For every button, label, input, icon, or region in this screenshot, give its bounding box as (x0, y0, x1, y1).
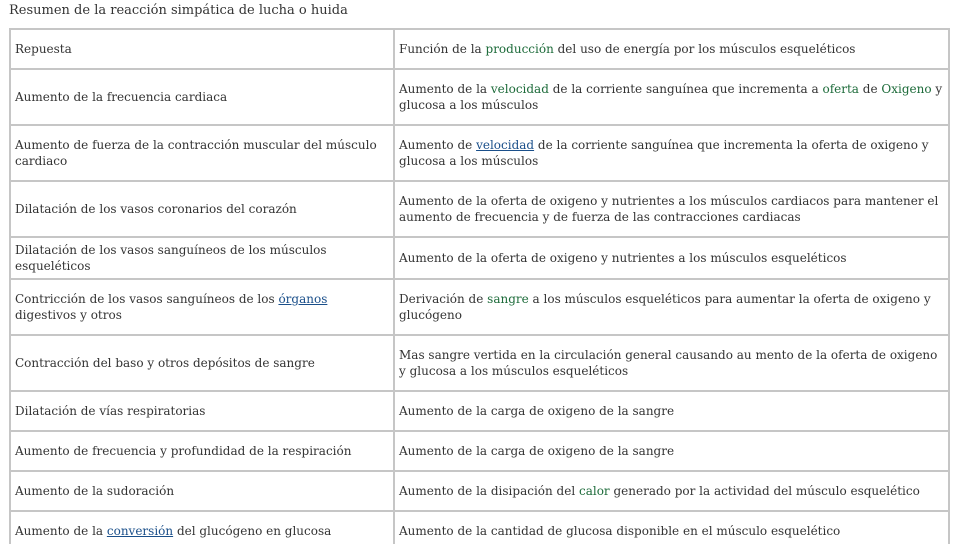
function-text: Aumento de (399, 138, 477, 152)
table-row (10, 125, 949, 181)
function-text: Aumento de la disipación del (399, 484, 579, 498)
function-cell (394, 431, 949, 471)
response-cell (10, 181, 394, 237)
response-text: Dilatación de los vasos coronarios del corazón (15, 202, 297, 216)
response-text: Aumento de la sudoración (15, 484, 175, 498)
function-text: Aumento de la cantidad de glucosa disponible en el músculo esquelético (399, 524, 841, 538)
function-text: Aumento de la carga de oxigeno de la sangre (399, 444, 675, 458)
response-text: del glucógeno en glucosa (173, 524, 332, 538)
keyword-oferta: oferta (822, 82, 859, 96)
response-text: digestivos y otros (15, 308, 122, 322)
function-text: de la corriente sanguínea que incrementa a (548, 82, 823, 96)
response-text: Dilatación de los vasos sanguíneos de los músculos esqueléticos (15, 243, 327, 273)
response-text: Aumento de la frecuencia cardiaca (15, 90, 228, 104)
function-text: de la corriente sanguínea que incrementa la oferta de oxigeno y glucosa a los músculos (399, 138, 929, 168)
response-cell (10, 237, 394, 279)
response-cell (10, 391, 394, 431)
link-organos[interactable]: órganos (278, 292, 328, 306)
function-text: Derivación de (399, 292, 488, 306)
header-function-highlight: producción (485, 42, 554, 56)
function-cell (394, 125, 949, 181)
table-caption: Resumen de la reacción simpática de lucha o huida (9, 3, 348, 18)
keyword-sangre: sangre (487, 292, 529, 306)
table-row (10, 391, 949, 431)
function-text: y glucosa a los músculos (399, 82, 943, 112)
response-cell (10, 125, 394, 181)
response-cell (10, 431, 394, 471)
keyword-velocidad: velocidad (490, 82, 549, 96)
function-cell (394, 471, 949, 511)
table-row (10, 335, 949, 391)
function-text: Aumento de la oferta de oxigeno y nutrientes a los músculos cardiacos para mantener el aumento de frecuencia y de fuerza de las contracciones cardiacas (399, 194, 939, 224)
function-cell (394, 237, 949, 279)
function-cell (394, 279, 949, 335)
response-cell (10, 279, 394, 335)
response-cell (10, 511, 394, 544)
header-function-text: Función de la (399, 42, 486, 56)
sympathetic-response-table (9, 28, 950, 544)
table-row (10, 471, 949, 511)
table-row (10, 279, 949, 335)
table-row (10, 431, 949, 471)
function-text: Aumento de la carga de oxigeno de la sangre (399, 404, 675, 418)
table-row (10, 511, 949, 544)
function-text: Aumento de la (399, 82, 491, 96)
response-text: Dilatación de vías respiratorias (15, 404, 206, 418)
link-velocidad[interactable]: velocidad (476, 138, 535, 152)
header-function-text: del uso de energía por los músculos esqueléticos (553, 42, 856, 56)
response-cell (10, 335, 394, 391)
function-cell (394, 511, 949, 544)
header-cell-function (394, 29, 949, 69)
function-text: generado por la actividad del músculo esquelético (609, 484, 920, 498)
response-text: Aumento de la (15, 524, 107, 538)
table-row (10, 237, 949, 279)
response-text: Contricción de los vasos sanguíneos de los (15, 292, 279, 306)
function-cell (394, 335, 949, 391)
table-row (10, 181, 949, 237)
function-cell (394, 391, 949, 431)
table-row (10, 69, 949, 125)
function-text: de (858, 82, 882, 96)
response-cell (10, 471, 394, 511)
header-response-text: Repuesta (15, 42, 72, 56)
table-header-row (10, 29, 949, 69)
function-text: a los músculos esqueléticos para aumentar la oferta de oxigeno y glucógeno (399, 292, 931, 322)
response-text: Aumento de frecuencia y profundidad de la respiración (15, 444, 352, 458)
function-cell (394, 69, 949, 125)
header-cell-response (10, 29, 394, 69)
response-cell (10, 69, 394, 125)
function-text: Mas sangre vertida en la circulación general causando au mento de la oferta de oxigeno y glucosa a los músculos esqueléticos (399, 348, 938, 378)
link-conversion[interactable]: conversión (106, 524, 174, 538)
response-text: Aumento de fuerza de la contracción muscular del músculo cardiaco (15, 138, 377, 168)
keyword-calor: calor (578, 484, 610, 498)
response-text: Contracción del baso y otros depósitos de sangre (15, 356, 315, 370)
function-text: Aumento de la oferta de oxigeno y nutrientes a los músculos esqueléticos (399, 251, 847, 265)
function-cell (394, 181, 949, 237)
keyword-oxigeno: Oxigeno (881, 82, 932, 96)
